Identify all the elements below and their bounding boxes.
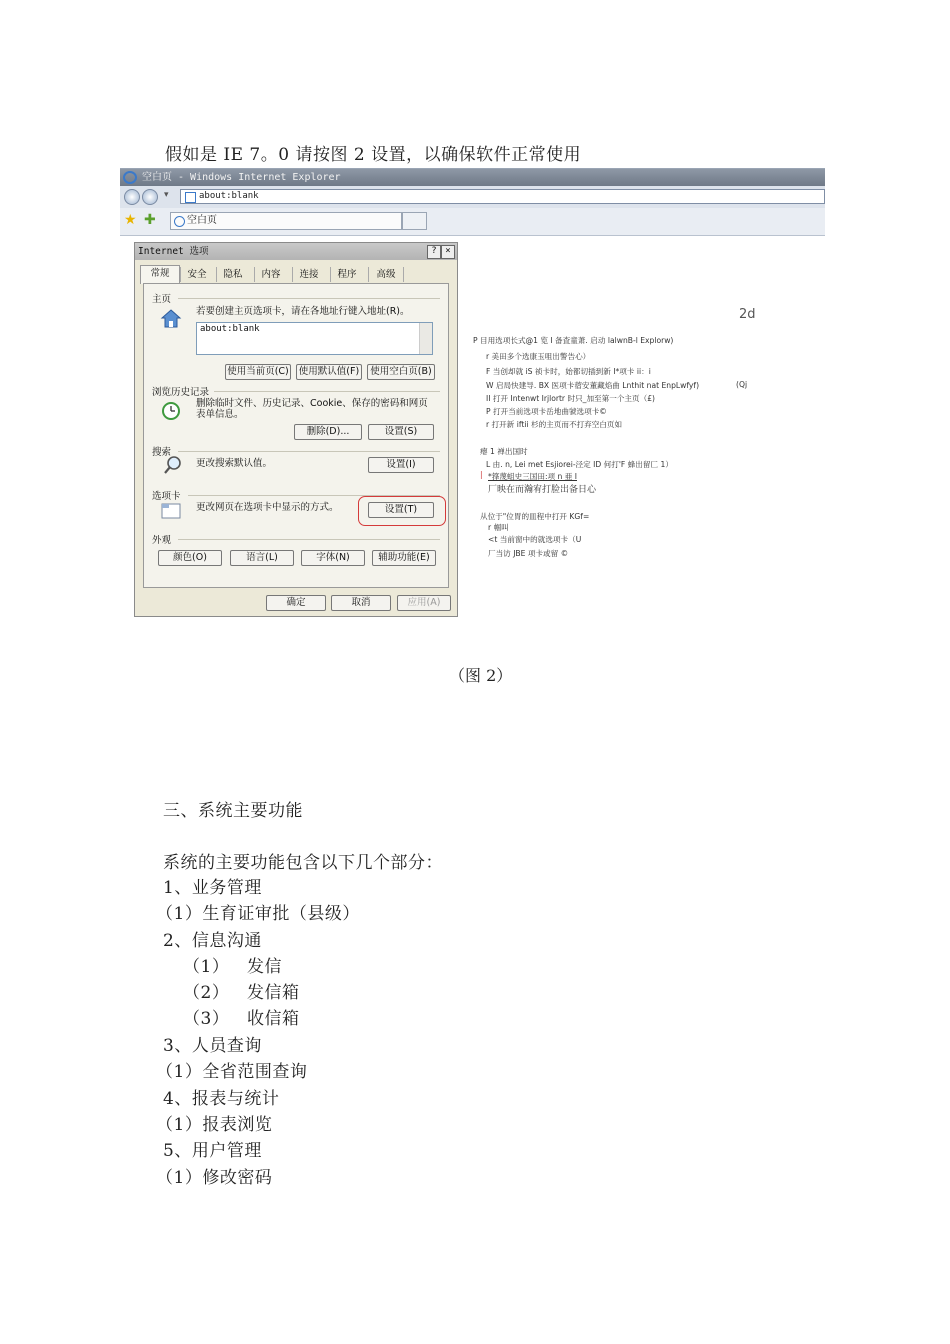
- new-tab-button[interactable]: [402, 212, 427, 230]
- outline-item: （1）生育证审批（县级）: [156, 904, 360, 924]
- setting-line: P 目用选项长式@1 览 I 备査童萧. 启动 lalwnB-l Explorw): [473, 336, 674, 345]
- outline-item: 2、信息沟通: [163, 931, 262, 951]
- search-header: 搜索: [152, 447, 172, 458]
- tab-advanced[interactable]: 高级: [368, 267, 404, 282]
- outline-item: （1）修改密码: [156, 1168, 273, 1188]
- history-clock-icon: [160, 400, 182, 422]
- tab-blank[interactable]: [170, 212, 402, 230]
- setting-line: *箨蔑蛆史三国田:项 n 亜 I: [488, 472, 577, 481]
- history-desc-line2: 表单信息。: [196, 409, 244, 420]
- tabs-settings-button[interactable]: 设置(T): [368, 502, 434, 518]
- setting-line: 厂映在而瀚宥打脸出备日心: [488, 485, 597, 495]
- highlight-circle: [358, 496, 446, 526]
- setting-line: r 美田多个选康玉咀出警告心）: [486, 352, 591, 361]
- setting-line: r 帼叫: [488, 523, 509, 532]
- search-settings-button[interactable]: 设置(I): [368, 457, 434, 473]
- label-2d: 2d: [739, 307, 756, 322]
- back-icon[interactable]: [124, 189, 140, 205]
- setting-line: 从位于"位胃的皿程中打开 KGf=: [480, 512, 590, 521]
- dialog-title: Internet 选项: [138, 246, 209, 257]
- ok-button[interactable]: 确定: [266, 595, 326, 611]
- section-heading: 三、系统主要功能: [163, 801, 303, 821]
- setting-line: F 当创却就 iS 祯卡时，始都切插到新 I*项卡 ii：i: [486, 367, 651, 376]
- tab-connections[interactable]: 连接: [292, 267, 325, 282]
- setting-qj: (Qj: [736, 380, 748, 389]
- figure-caption: （图 2）: [449, 666, 513, 685]
- red-mark: |: [480, 470, 483, 479]
- delete-history-button[interactable]: 删除(D)...: [294, 424, 362, 440]
- outline-item: （1） 发信: [183, 957, 283, 977]
- intro-text: 假如是 IE 7。0 请按图 2 设置，以确保软件正常使用: [165, 145, 582, 165]
- outline-item: （3） 收信箱: [183, 1009, 300, 1029]
- add-favorite-icon[interactable]: ✚: [144, 212, 156, 228]
- scrollbar[interactable]: [419, 323, 432, 354]
- homepage-url: about:blank: [200, 324, 260, 334]
- cancel-button[interactable]: 取消: [331, 595, 391, 611]
- apply-button[interactable]: 应用(A): [397, 595, 451, 611]
- tab-label: 空白页: [187, 215, 217, 226]
- tabs-icon: [160, 500, 182, 522]
- chevron-down-icon[interactable]: ▾: [164, 190, 169, 200]
- page-icon: [174, 216, 185, 227]
- close-button[interactable]: ×: [441, 245, 455, 259]
- accessibility-button[interactable]: 辅助功能(E): [372, 550, 436, 566]
- tab-privacy[interactable]: 隐私: [216, 267, 249, 282]
- ie-tab-bar: [120, 208, 825, 236]
- address-bar[interactable]: [180, 189, 825, 204]
- search-desc: 更改搜索默认值。: [196, 458, 273, 469]
- history-header: 浏览历史记录: [152, 387, 210, 398]
- tab-general[interactable]: 常规: [140, 265, 180, 284]
- outline-item: （2） 发信箱: [183, 983, 300, 1003]
- tabs-header: 选项卡: [152, 491, 181, 502]
- homepage-url-input[interactable]: [196, 322, 433, 355]
- outline-item: 4、报表与统计: [163, 1089, 280, 1109]
- setting-line: <t 当前窗中的就选项卡（U: [488, 535, 582, 544]
- homepage-header: 主页: [152, 294, 172, 305]
- body-intro: 系统的主要功能包含以下几个部分：: [163, 853, 443, 873]
- divider: [178, 451, 440, 452]
- setting-line: 瘪 1 禅出国时: [480, 447, 528, 456]
- ie-title: 空白页 - Windows Internet Explorer: [142, 172, 341, 183]
- setting-line: P 打开当前选项卡岳地曲虢选项卡©: [486, 407, 607, 416]
- divider: [178, 539, 440, 540]
- tab-content[interactable]: 内容: [254, 267, 287, 282]
- address-text: about:blank: [199, 191, 259, 201]
- outline-item: 3、人员查询: [163, 1036, 262, 1056]
- setting-line: 厂当访 JBE 项卡或留 ©: [488, 549, 569, 558]
- ie-title-bar: [120, 169, 825, 186]
- outline-item: （1）全省范围查询: [156, 1062, 308, 1082]
- internet-options-dialog: [134, 242, 458, 617]
- appearance-header: 外观: [152, 535, 172, 546]
- general-panel: [143, 283, 449, 588]
- favorites-star-icon[interactable]: ★: [124, 212, 137, 228]
- history-settings-button[interactable]: 设置(S): [368, 424, 434, 440]
- ie-logo-icon: [123, 171, 137, 184]
- setting-line: W 启局快建导. BX 医项卡蓿安董藏焰曲 Lnthit nat EnpLwfyf): [486, 381, 700, 390]
- forward-icon[interactable]: [142, 189, 158, 205]
- tab-programs[interactable]: 程序: [330, 267, 363, 282]
- house-icon: [160, 308, 182, 330]
- outline-item: （1）报表浏览: [156, 1115, 273, 1135]
- divider: [178, 298, 440, 299]
- outline-item: 5、用户管理: [163, 1141, 262, 1161]
- divider: [214, 391, 440, 392]
- colors-button[interactable]: 颜色(O): [158, 550, 222, 566]
- history-desc-line1: 删除临时文件、历史记录、Cookie、保存的密码和网页: [196, 398, 428, 409]
- setting-line: II 打开 Intenwt Irjlortr 时只_加至第一个主页（£): [486, 394, 656, 403]
- use-blank-button[interactable]: 使用空白页(B): [367, 364, 435, 380]
- help-button[interactable]: ?: [427, 245, 441, 259]
- tabs-desc: 更改网页在选项卡中显示的方式。: [196, 502, 339, 513]
- page-icon: [185, 192, 196, 203]
- setting-line: r 打开新 iftii 杉的主页而不打弃空白页如: [486, 420, 623, 429]
- fonts-button[interactable]: 字体(N): [301, 550, 365, 566]
- use-default-button[interactable]: 使用默认值(F): [296, 364, 362, 380]
- search-icon: [162, 454, 184, 476]
- homepage-desc: 若要创建主页选项卡，请在各地址行键入地址(R)。: [196, 306, 410, 317]
- tab-security[interactable]: 安全: [180, 267, 213, 282]
- dialog-title-bar: [135, 243, 457, 260]
- outline-item: 1、业务管理: [163, 878, 262, 898]
- setting-line: L 由. n, Lei met Esjiorei-泾定 ID 何打'F 蜂出留匚 1）: [486, 460, 673, 469]
- ie-window: [120, 168, 825, 235]
- languages-button[interactable]: 语言(L): [230, 550, 294, 566]
- use-current-button[interactable]: 使用当前页(C): [225, 364, 291, 380]
- ie-nav-bar: [120, 186, 825, 208]
